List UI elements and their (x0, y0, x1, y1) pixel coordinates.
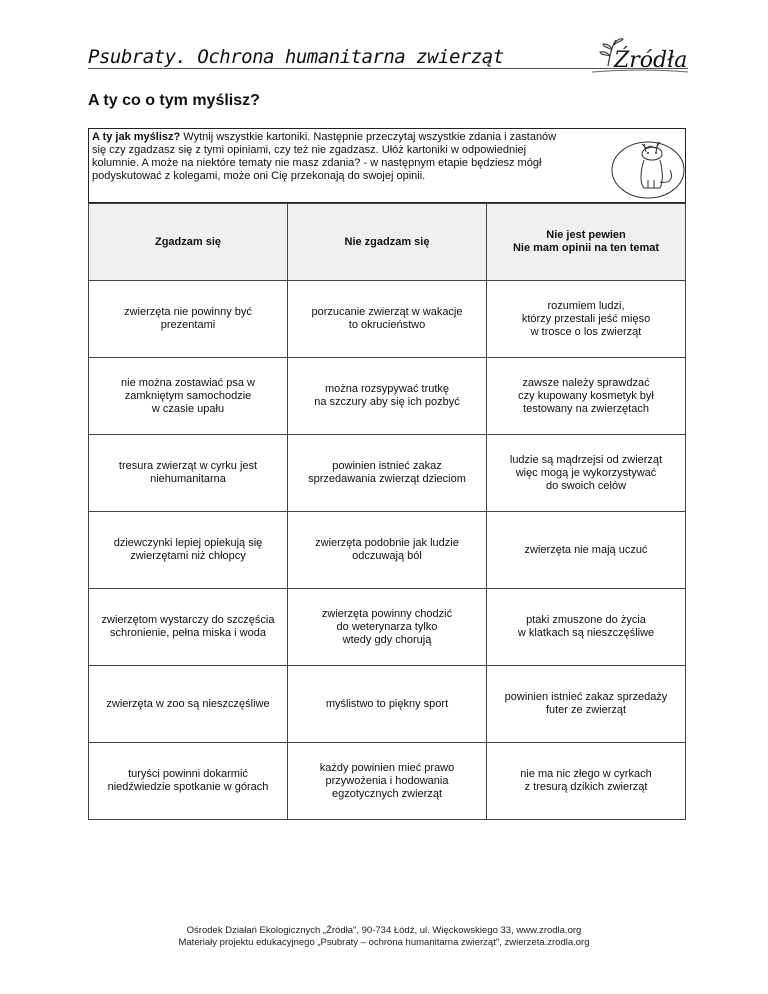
instructions-lead: A ty jak myślisz? (92, 131, 181, 143)
opinion-card: zwierzęta powinny chodzić do weterynarza tylko wtedy gdy chorują (288, 589, 487, 666)
logo-text: Źródła (614, 48, 688, 73)
opinion-card: nie można zostawiać psa w zamkniętym samochodzie w czasie upału (89, 358, 288, 435)
opinion-card: rozumiem ludzi, którzy przestali jeść mięso w trosce o los zwierząt (487, 281, 686, 358)
opinion-card: tresura zwierząt w cyrku jest niehumanitarna (89, 435, 288, 512)
opinion-card: każdy powinien mieć prawo przywożenia i hodowania egzotycznych zwierząt (288, 743, 487, 820)
page-footer (0, 925, 768, 949)
opinion-card: powinien istnieć zakaz sprzedaży futer ze zwierząt (487, 666, 686, 743)
table-row (89, 281, 686, 358)
document-title: Psubraty. Ochrona humanitarna zwierząt (88, 46, 504, 68)
opinion-card: porzucanie zwierząt w wakacje to okrucieństwo (288, 281, 487, 358)
opinion-card: zwierzęta nie powinny być prezentami (89, 281, 288, 358)
opinion-card: dziewczynki lepiej opiekują się zwierzętami niż chłopcy (89, 512, 288, 589)
opinion-card: ludzie są mądrzejsi od zwierząt więc mogą je wykorzystywać do swoich celów (487, 435, 686, 512)
column-header-unsure: Nie jest pewien Nie mam opinii na ten temat (487, 204, 686, 281)
opinion-card: myślistwo to piękny sport (288, 666, 487, 743)
table-row (89, 512, 686, 589)
opinion-card: zawsze należy sprawdzać czy kupowany kosmetyk był testowany na zwierzętach (487, 358, 686, 435)
footer-line-address: Ośrodek Działań Ekologicznych „Źródła", 90-734 Łódź, ul. Więckowskiego 33, www.zrodla.org (186, 925, 582, 936)
table-row (89, 589, 686, 666)
table-row (89, 435, 686, 512)
opinion-card: zwierzętom wystarczy do szczęścia schronienie, pełna miska i woda (89, 589, 288, 666)
cat-illustration-icon (604, 132, 686, 202)
column-header-agree: Zgadzam się (89, 204, 288, 281)
footer-line-project: Materiały projektu edukacyjnego „Psubraty – ochrona humanitarna zwierząt", zwierzeta.zrodla.org (178, 937, 590, 948)
opinion-cards-table (88, 203, 686, 820)
opinion-card: zwierzęta podobnie jak ludzie odczuwają ból (288, 512, 487, 589)
instructions-box (88, 128, 686, 203)
opinion-card: zwierzęta nie mają uczuć (487, 512, 686, 589)
opinion-card: turyści powinni dokarmić niedźwiedzie spotkanie w górach (89, 743, 288, 820)
opinion-card: można rozsypywać trutkę na szczury aby się ich pozbyć (288, 358, 487, 435)
table-row (89, 743, 686, 820)
instructions-text (92, 131, 562, 183)
opinion-card: ptaki zmuszone do życia w klatkach są nieszczęśliwe (487, 589, 686, 666)
table-row (89, 666, 686, 743)
opinion-card: powinien istnieć zakaz sprzedawania zwierząt dzieciom (288, 435, 487, 512)
opinion-card: zwierzęta w zoo są nieszczęśliwe (89, 666, 288, 743)
column-header-disagree: Nie zgadzam się (288, 204, 487, 281)
table-row (89, 358, 686, 435)
opinion-card: nie ma nic złego w cyrkach z tresurą dzikich zwierząt (487, 743, 686, 820)
page-heading: A ty co o tym myślisz? (88, 92, 260, 109)
instructions-body: Wytnij wszystkie kartoniki. Następnie przeczytaj wszystkie zdania i zastanów się czy zgadzasz się z tymi opiniami, czy też nie zgadzasz. Ułóż kartoniki w odpowiedniej kolumnie. A może na niektóre tematy nie masz zdania? - w następnym etapie będziesz mógł podyskutować z kolegami, może oni Cię przekonają do swojej opinii. (92, 131, 557, 182)
table-header-row (89, 204, 686, 281)
